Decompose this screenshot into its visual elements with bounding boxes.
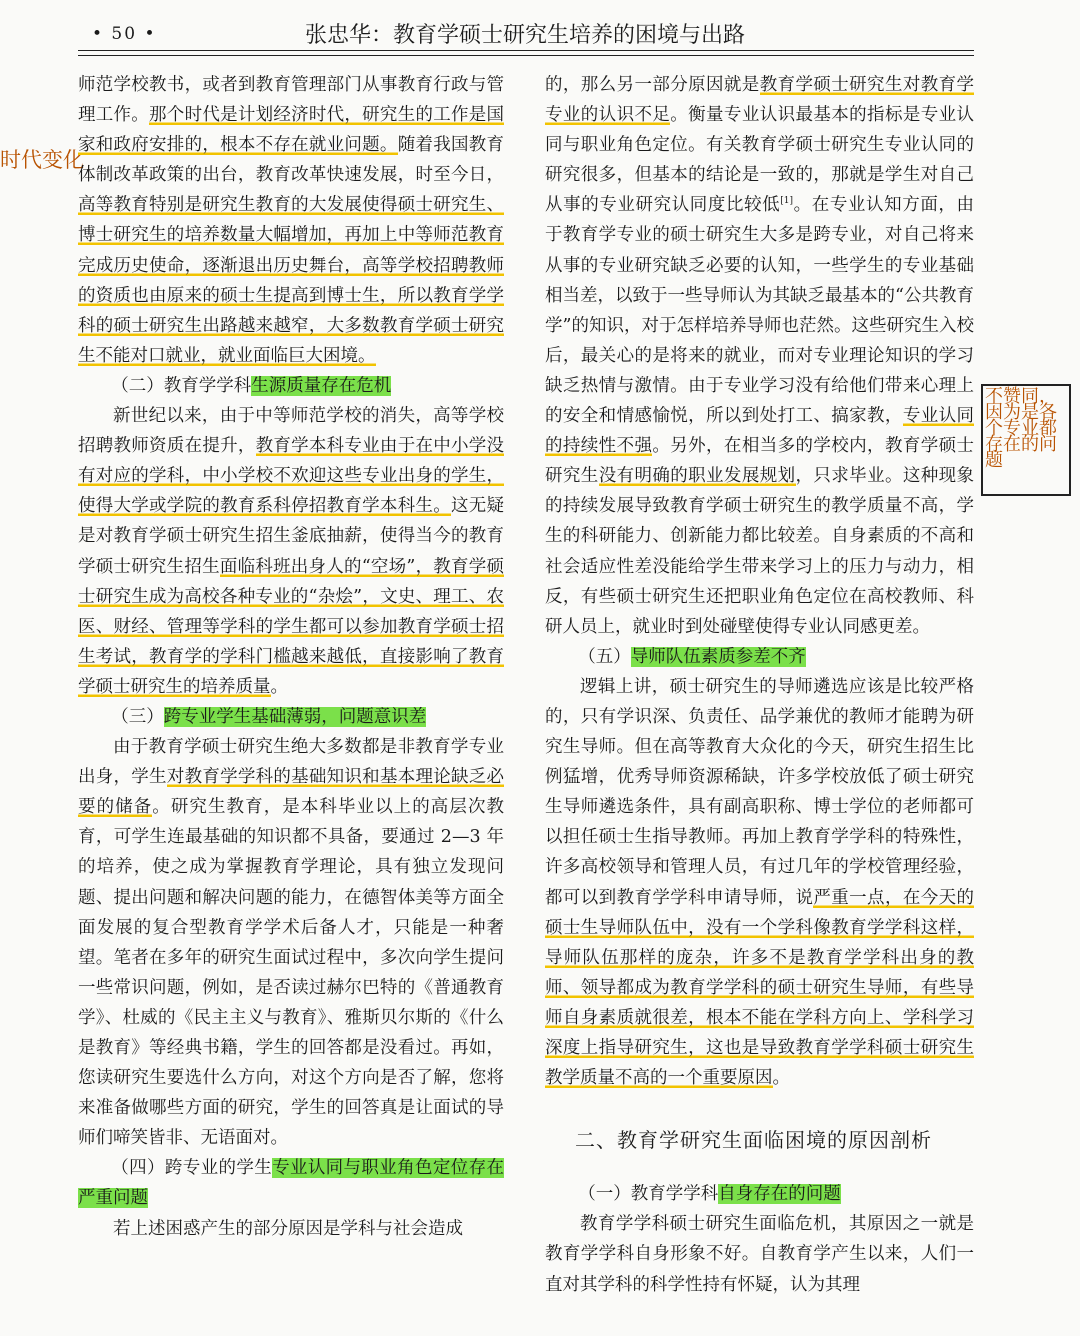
highlighted-text: 专业认同与职业角色定位存在严重问题 (78, 1158, 505, 1209)
header-rule-bottom (78, 55, 974, 56)
left-margin-note: 时代变化 (0, 148, 84, 172)
text-run: ，只求毕业。这种现象的持续发展导致教育学硕士研究生的教学质量不高，学生的科研能力、创新能力都比较差。自身素质的不高和社会适应性差没能给学生带来学习上的压力与动力，相反，有些硕士研究生还把职业角色定位在高校教师、科研人员上，就业时到处碰壁使得专业认同感更差。 (545, 466, 975, 637)
paragraph (78, 401, 504, 702)
underlined-text: 对教育学学科的基础知识和基本理论缺乏必要的储备 (78, 767, 505, 818)
text-run: 若上述困惑产生的部分原因是学科与社会造成 (113, 1218, 463, 1239)
underlined-text: 那个时代是计划经济时代，研究生的工作是国家和政府安排的，根本不存在就业问题。 (78, 105, 505, 156)
underlined-text: 大多数教育学硕士研究生不能对口就业，就业面临巨大困境。 (78, 315, 505, 366)
text-run: 。 (270, 676, 288, 697)
citation-marker: [1] (780, 196, 794, 207)
section-heading: 二、教育学研究生面临困境的原因剖析 (575, 1128, 932, 1153)
text-run: 这无疑是对教育学硕士研究生招生釜底抽薪，使得当今的教育学硕士研究生招生 (78, 496, 505, 577)
paragraph (78, 70, 504, 371)
heading-text: （三） (111, 706, 164, 727)
text-run: 的，那么另一部分原因就是 (545, 75, 760, 95)
text-run: 逻辑上讲，硕士研究生的导师遴选应该是比较严格的，只有学识深、负责任、品学兼优的教师才能聘为研究生导师。但在高等教育大众化的今天，研究生招生比例猛增，优秀导师资源稀缺，许多学校放低了硕士研究生导师遴选条件，具有副高职称、博士学位的老师都可以担任硕士生指导教师。再加上教育学学科的特殊性，许多高校领导和管理人员，有过几年的学校管理经验，都可以到教育学学科申请导师，说 (545, 676, 974, 908)
subsection-heading (545, 1179, 974, 1209)
underlined-text: 面临科班出身人的“空场”，教育学硕士研究生成为高校各种专业的“杂烩”，文史、理工、农医、财经、管理等学科的学生都可以参加教育学硕士招生考试，教育学的学科门槛越来越低，直接影响了教育学硕士研究生的培养质量 (78, 556, 504, 697)
highlighted-text: 导师队伍素质参差不齐 (630, 646, 806, 667)
underlined-text: 教育学硕士研究生对教育学专业的认识不足 (545, 75, 975, 126)
text-run: 。研究生教育，是本科毕业以上的高层次教育，可学生连最基础的知识都不具备，要通过 2—3 年的培养，使之成为掌握教育学理论，具有独立发现问题、提出问题和解决问题的能力，在德智体美等方面全面发展的复合型教育学学术后备人才，只能是一种奢望。笔者在多年的研究生面试过程中，多次向学生提问一些常识问题，例如，是否读过赫尔巴特的《普通教育学》、杜威的《民主主义与教育》、雅斯贝尔斯的《什么是教育》等经典书籍，学生的回答都是没看过。再如，您读研究生要选什么方向，对这个方向是否了解，您将来准备做哪些方面的研究，学生的回答真是让面试的导师们啼笑皆非、无语面对。 (78, 797, 505, 1149)
subsection-heading (78, 702, 504, 732)
paragraph (545, 70, 974, 642)
paragraph (78, 1214, 504, 1244)
heading-text: （四）跨专业的学生 (111, 1158, 273, 1179)
page-number: • 50 • (92, 24, 157, 44)
left-column (78, 70, 504, 1244)
text-run: 。另外，在相当多的学校内，教育学硕士研究生 (545, 436, 975, 487)
heading-text: （五） (578, 646, 631, 667)
underlined-text: 专业认同的持续性不强 (545, 406, 975, 457)
heading-text: （一）教育学学科 (578, 1184, 719, 1205)
text-run: 新世纪以来，由于中等师范学校的消失，高等学校招聘教师资质在提升， (78, 406, 504, 457)
underlined-text: 教育学本科专业由于在中小学没有对应的学科，中小学校不欢迎这些专业出身的学生，使得大学或学院的教育系科停招教育学本科生。 (78, 436, 504, 517)
underlined-text: 严重一点，在今天的硕士生导师队伍中，没有一个学科像教育学学科这样，导师队伍那样的庞杂，许多不是教育学学科出身的教师、领导都成为教育学学科的硕士研究生导师，有些导师自身素质就很差，根本不能在学科方向上、学科学习深度上指导研究生，这也是导致教育学学科硕士研究生教学质量不高的一个重要原因 (545, 887, 975, 1089)
underlined-text: 没有明确的职业发展规划 (598, 466, 796, 487)
highlighted-text: 自身存在的问题 (718, 1184, 841, 1205)
subsection-heading (78, 1153, 504, 1213)
highlighted-text: 生源质量存在危机 (251, 375, 392, 396)
paragraph (545, 1209, 974, 1299)
paragraph (545, 672, 974, 1093)
subsection-heading (545, 642, 974, 672)
text-run: 。衡量专业认识最基本的指标是专业认同与职业角色定位。有关教育学硕士研究生专业认同的研究很多，但基本的结论是一致的，那就是学生对自己从事的专业研究认同度比较低 (545, 105, 975, 216)
text-run: 。在专业认知方面，由于教育学专业的硕士研究生大多是跨专业，对自己将来从事的专业研究缺乏必要的认知，一些学生的专业基础相当差，以致于一些导师认为其缺乏最基本的“公共教育学”的知识，对于怎样培养导师也茫然。这些研究生入校后，最关心的是将来的就业，而对专业理论知识的学习缺乏热情与激情。由于专业学习没有给他们带来心理上的安全和情感愉悦，所以到处打工、搞家教， (545, 195, 975, 427)
heading-text: （二）教育学学科 (111, 375, 252, 396)
right-margin-note: 不赞同，因为是各个专业都存在的问题 (981, 384, 1071, 496)
header-rule-top (78, 50, 974, 51)
text-run: 由于教育学硕士研究生绝大多数都是非教育学专业出身，学生 (78, 737, 504, 788)
paragraph (78, 732, 504, 1153)
text-run: 师范学校教书，或者到教育管理部门从事教育行政与管理工作。 (78, 75, 504, 126)
right-column (545, 70, 974, 1300)
underlined-text: 高等教育特别是研究生教育的大发展使得硕士研究生、博士研究生的培养数量大幅增加，再加上中等师范教育完成历史使命，逐渐退出历史舞台，高等学校招聘教师的资质也由原来的硕士生提高到博士生，所以教育学学科的硕士研究生出路越来越窄， (78, 195, 504, 336)
text-run: 教育学学科硕士研究生面临危机，其原因之一就是教育学学科自身形象不好。自教育学产生以来，人们一直对其学科的科学性持有怀疑，认为其理 (545, 1214, 974, 1295)
running-title: 张忠华：教育学硕士研究生培养的困境与出路 (304, 23, 745, 48)
text-run: 随着我国教育体制改革政策的出台，教育改革快速发展，时至今日， (78, 135, 505, 186)
highlighted-text: 跨专业学生基础薄弱，问题意识差 (163, 706, 427, 727)
text-run: 。 (772, 1068, 790, 1089)
subsection-heading (78, 371, 504, 401)
